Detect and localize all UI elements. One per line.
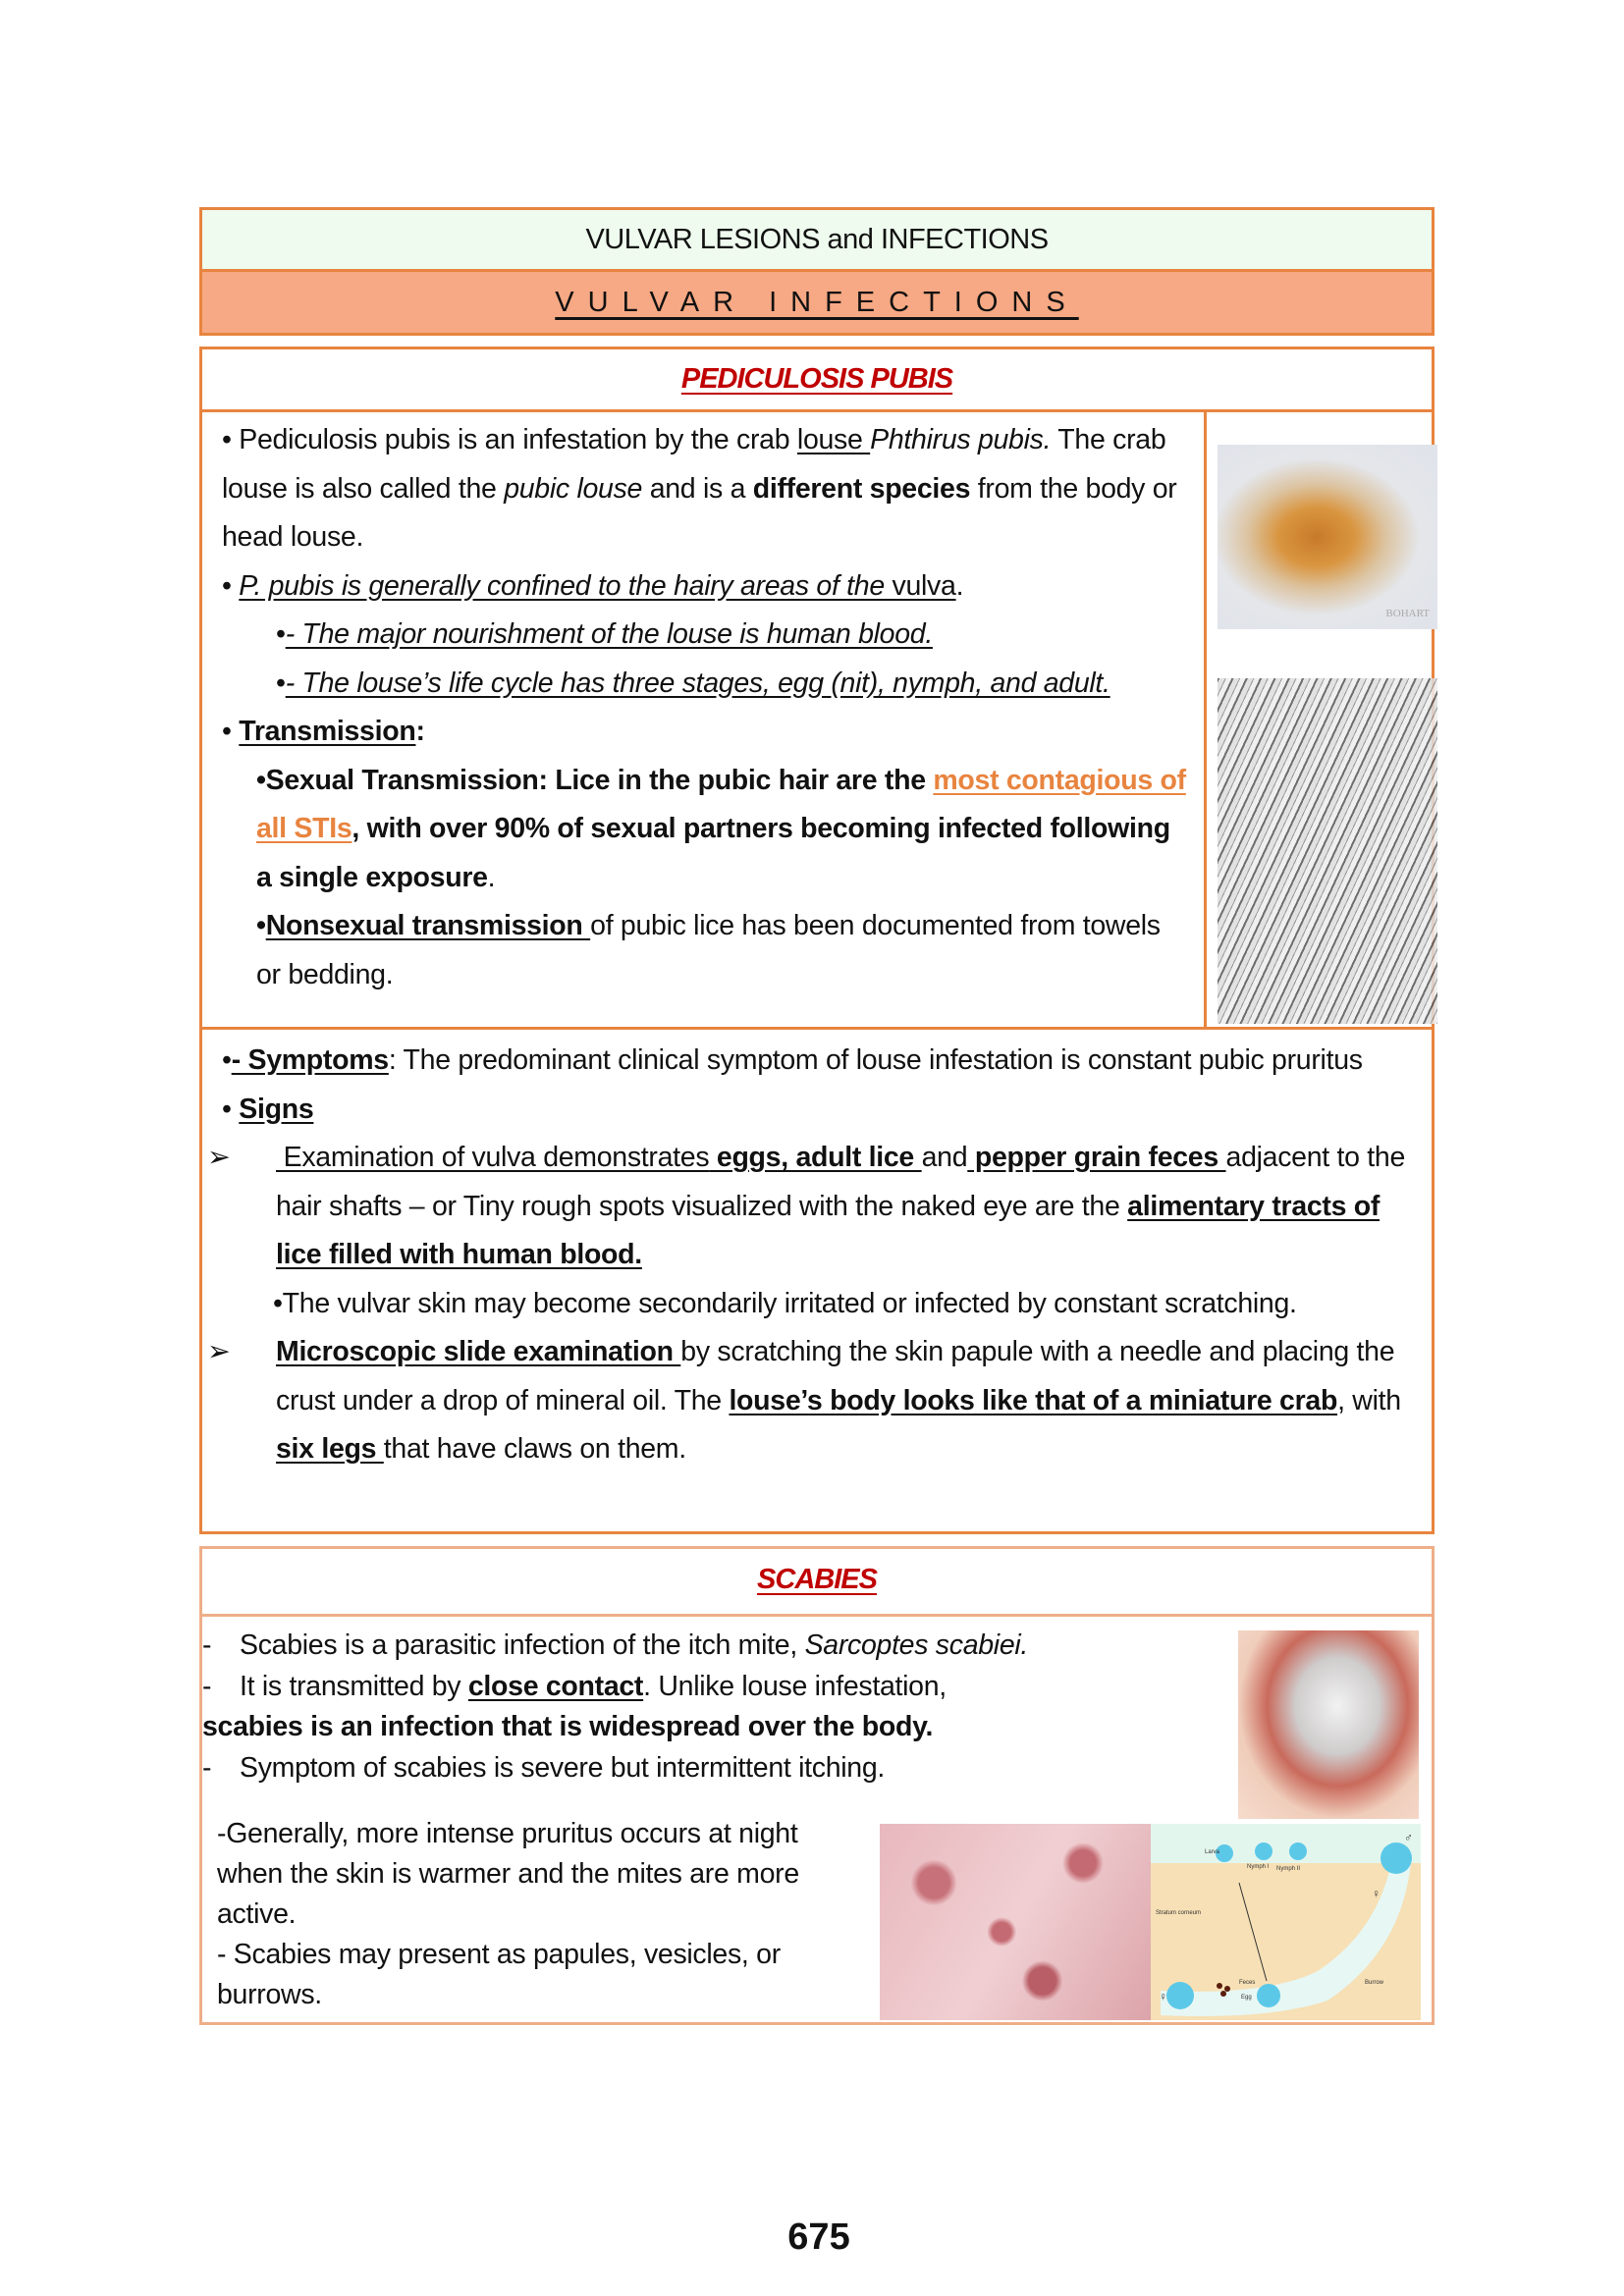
life-cycle-point: •- The louse’s life cycle has three stages, egg (nit), nymph, and adult. [276,667,1110,699]
sexual-transmission-point: •Sexual Transmission: Lice in the pubic hair are the most contagious of all STIs, with over 90% of sexual partners becoming infected following a single exposure. [256,764,1186,893]
night-pruritus-point: -Generally, more intense pruritus occurs at night when the skin is warmer and the mites are more active. [217,1818,799,1930]
secondary-irritation-sign: •The vulvar skin may become secondarily irritated or infected by constant scratching. [273,1287,1297,1319]
nourishment-point: •- The major nourishment of the louse is human blood. [276,618,933,650]
scabies-extra-text [217,1814,865,2015]
scabies-point-1: - Scabies is a parasitic infection of the itch mite, Sarcoptes scabiei. [202,1629,1029,1661]
column-divider [1204,412,1207,1027]
pediculosis-section [199,347,1435,1534]
chapter-header [199,207,1435,336]
scabies-point-2: - It is transmitted by close contact. Unlike louse infestation, [202,1670,947,1702]
arrow-bullet-icon: ➢ [207,1336,231,1367]
scabies-mite-illustration [1238,1630,1419,1819]
larva-label: Larva [1205,1849,1220,1855]
nymph-ii-label: Nymph II [1276,1866,1301,1872]
arrow-bullet-icon: ➢ [207,1142,231,1173]
pediculosis-upper-text [222,416,1189,999]
scabies-rash-photo [880,1824,1151,2020]
female-symbol: ♀ [1159,1990,1167,2003]
pediculosis-title: PEDICULOSIS PUBIS [680,363,953,395]
page-number: 675 [787,2216,850,2258]
stratum-corneum-label: Stratum corneum [1156,1910,1202,1916]
microscopic-sign: ➢ Microscopic slide examination by scratching the skin papule with a needle and placing the crust under a drop of mineral oil. The louse’s body looks like that of a miniature crab, with six legs that have claws on them. [222,1328,1410,1474]
pubic-hair-lice-photo [1218,678,1437,1024]
examination-sign: ➢ Examination of vulva demonstrates eggs, adult lice and pepper grain feces adjacent to the hair shafts – or Tiny rough spots visualized with the naked eye are the alimentary tracts of lice filled with human blood. [222,1134,1410,1280]
burrow-label: Burrow [1365,1980,1384,1986]
scabies-title: SCABIES [757,1564,877,1595]
presentation-point: - Scabies may present as papules, vesicles, or burrows. [217,1939,781,2010]
chapter-title: VULVAR LESIONS and INFECTIONS [202,210,1432,272]
scabies-section [199,1546,1435,2025]
transmission-heading: • Transmission: [222,716,425,747]
nonsexual-transmission-point: •Nonsexual transmission of pubic lice has been documented from towels or bedding. [256,910,1161,990]
section-title-bar [202,272,1432,333]
signs-heading: • Signs [222,1093,314,1125]
scabies-life-cycle-diagram [1151,1824,1421,2020]
scabies-point-3: - Symptom of scabies is severe but intermittent itching. [202,1751,886,1784]
crab-louse-photo: BOHART [1218,445,1437,629]
confined-point: • P. pubis is generally confined to the hairy areas of the vulva. [222,569,964,602]
symptoms-point: •- Symptoms: The predominant clinical symptom of louse infestation is constant pubic pruritus [222,1044,1363,1076]
section-title: VULVAR INFECTIONS [555,287,1079,318]
female-symbol: ♀ [1372,1887,1380,1900]
section-divider [202,1027,1432,1030]
nymph-i-label: Nymph I [1247,1864,1270,1870]
scabies-list [202,1626,1233,1789]
egg-label: Egg [1241,1995,1252,2001]
pediculosis-title-row [202,349,1432,412]
scabies-point-2-continued: scabies is an infection that is widespread over the body. [202,1711,934,1742]
pediculosis-lower-text [207,1037,1410,1474]
intro-paragraph: • Pediculosis pubis is an infestation by the crab louse Phthirus pubis. The crab louse is also called the pubic louse and is a different species from the body or head louse. [222,424,1177,553]
scabies-title-row [202,1549,1432,1617]
feces-label: Feces [1239,1980,1256,1986]
male-symbol: ♂ [1404,1831,1413,1844]
contagious-link: most contagious of all STIs [256,764,1186,844]
